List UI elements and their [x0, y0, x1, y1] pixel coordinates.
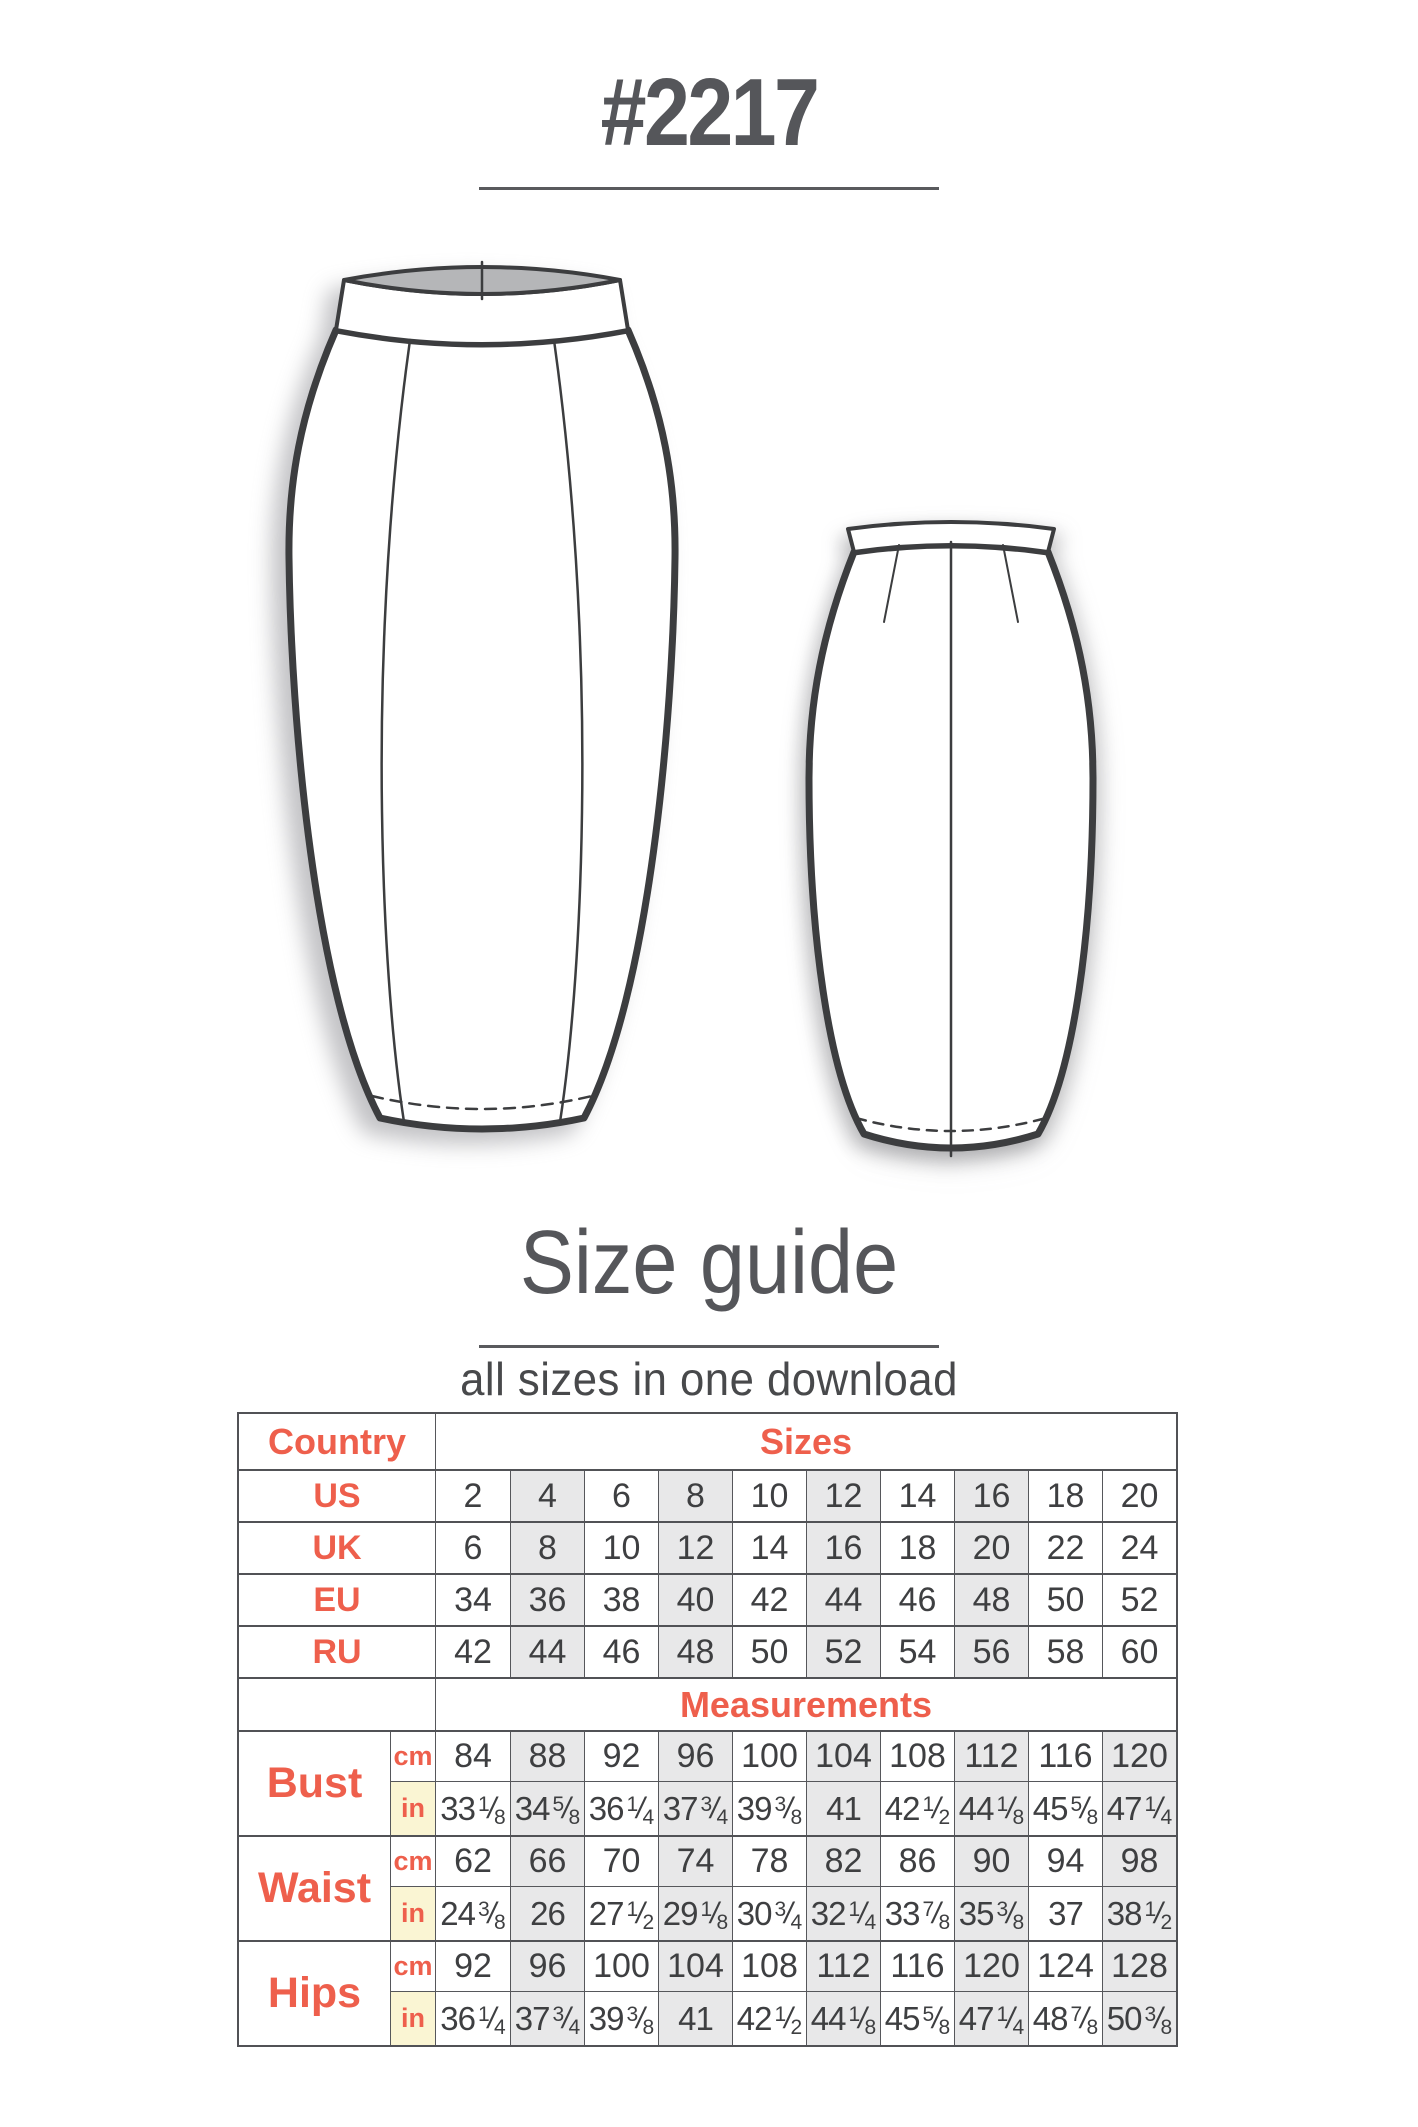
- size-value-cell: 50: [732, 1627, 806, 1677]
- measurement-in-cell: 44 $^1$ / $_8$: [954, 1782, 1028, 1835]
- measurement-cm-cell: 116: [1028, 1732, 1102, 1781]
- country-label: US: [239, 1471, 436, 1521]
- size-row-uk: [239, 1521, 1176, 1573]
- unit-cm-label: cm: [391, 1732, 436, 1781]
- waist-cm-row: [391, 1837, 1176, 1886]
- size-value-cell: 18: [1028, 1471, 1102, 1521]
- skirt-front-technical-drawing: [282, 252, 682, 1136]
- size-value-cell: 12: [806, 1471, 880, 1521]
- size-value-cell: 60: [1102, 1627, 1176, 1677]
- size-value-cell: 10: [732, 1471, 806, 1521]
- measurement-in-cell: 30 $^3$ / $_4$: [732, 1887, 806, 1940]
- hips-in-row: [391, 1991, 1176, 2045]
- size-value-cell: 14: [732, 1523, 806, 1573]
- measurement-cm-cell: 100: [584, 1942, 658, 1991]
- measurements-header-row: [239, 1677, 1176, 1730]
- size-row-eu: [239, 1573, 1176, 1625]
- measurement-cm-cell: 112: [954, 1732, 1028, 1781]
- size-value-cell: 20: [954, 1523, 1028, 1573]
- unit-in-label: in: [391, 1887, 436, 1940]
- size-value-cell: 8: [658, 1471, 732, 1521]
- size-guide-underline: [479, 1345, 939, 1348]
- measurement-cm-cell: 120: [1102, 1732, 1176, 1781]
- unit-in-label: in: [391, 1782, 436, 1835]
- measurement-cm-cell: 96: [510, 1942, 584, 1991]
- measurement-cm-cell: 100: [732, 1732, 806, 1781]
- size-value-cell: 52: [1102, 1575, 1176, 1625]
- unit-cm-label: cm: [391, 1942, 436, 1991]
- measurement-in-cell: 42 $^1$ / $_2$: [880, 1782, 954, 1835]
- measurement-in-cell: 41: [806, 1782, 880, 1835]
- skirt-back-technical-drawing: [798, 512, 1104, 1174]
- size-guide-title: Size guide: [519, 1213, 899, 1313]
- measurement-in-cell: 38 $^1$ / $_2$: [1102, 1887, 1176, 1940]
- measurement-in-cell: 33 $^7$ / $_8$: [880, 1887, 954, 1940]
- size-value-cell: 46: [584, 1627, 658, 1677]
- country-label: UK: [239, 1523, 436, 1573]
- size-value-cell: 46: [880, 1575, 954, 1625]
- measurement-cm-cell: 78: [732, 1837, 806, 1886]
- title-underline: [479, 187, 939, 190]
- bust-cm-row: [391, 1732, 1176, 1781]
- measurement-cm-cell: 104: [658, 1942, 732, 1991]
- size-value-cell: 6: [463, 1528, 483, 1567]
- country-label: RU: [239, 1627, 436, 1677]
- measurement-cm-cell: 66: [510, 1837, 584, 1886]
- size-value-cell: 20: [1102, 1471, 1176, 1521]
- size-value-cell: 58: [1028, 1627, 1102, 1677]
- measurement-cm-cell: 128: [1102, 1942, 1176, 1991]
- size-value-cell: 50: [1028, 1575, 1102, 1625]
- measurement-in-cell: 44 $^1$ / $_8$: [806, 1992, 880, 2045]
- size-value-cell: 8: [510, 1523, 584, 1573]
- measurements-header-spacer: [239, 1679, 436, 1730]
- measurement-cm-cell: 104: [806, 1732, 880, 1781]
- measure-group-bust: [239, 1730, 1176, 1835]
- measurement-cm-cell: 62: [454, 1842, 492, 1880]
- measurement-in-cell: 47 $^1$ / $_4$: [1102, 1782, 1176, 1835]
- unit-in-label: in: [391, 1992, 436, 2045]
- measurement-in-cell: 45 $^5$ / $_8$: [1028, 1782, 1102, 1835]
- measurement-cm-cell: 120: [954, 1942, 1028, 1991]
- size-row-ru: [239, 1625, 1176, 1677]
- measurement-in-cell: 39 $^3$ / $_8$: [584, 1992, 658, 2045]
- size-value-cell: 44: [806, 1575, 880, 1625]
- measurement-in-cell: 37 $^3$ / $_4$: [510, 1992, 584, 2045]
- measurement-in-cell: 36 $^1$ / $_4$: [440, 1999, 506, 2039]
- measurement-in-cell: 47 $^1$ / $_4$: [954, 1992, 1028, 2045]
- measurement-cm-cell: 90: [954, 1837, 1028, 1886]
- unit-cm-label: cm: [391, 1837, 436, 1886]
- measurement-in-cell: 29 $^1$ / $_8$: [658, 1887, 732, 1940]
- size-value-cell: 10: [584, 1523, 658, 1573]
- measurement-cm-cell: 108: [732, 1942, 806, 1991]
- measure-group-waist: [239, 1835, 1176, 1940]
- size-value-cell: 48: [658, 1627, 732, 1677]
- measurement-cm-cell: 82: [806, 1837, 880, 1886]
- size-value-cell: 2: [463, 1476, 483, 1515]
- measurement-in-cell: 45 $^5$ / $_8$: [880, 1992, 954, 2045]
- size-value-cell: 24: [1102, 1523, 1176, 1573]
- size-value-cell: 48: [954, 1575, 1028, 1625]
- measurement-in-cell: 35 $^3$ / $_8$: [954, 1887, 1028, 1940]
- size-value-cell: 52: [806, 1627, 880, 1677]
- measurement-in-cell: 24 $^3$ / $_8$: [440, 1894, 506, 1934]
- measurement-in-cell: 39 $^3$ / $_8$: [732, 1782, 806, 1835]
- measurement-cm-cell: 116: [880, 1942, 954, 1991]
- size-value-cell: 40: [658, 1575, 732, 1625]
- size-value-cell: 18: [880, 1523, 954, 1573]
- size-guide-subtitle: all sizes in one download: [460, 1353, 958, 1405]
- measurement-cm-cell: 70: [584, 1837, 658, 1886]
- measurement-in-cell: 33 $^1$ / $_8$: [440, 1789, 506, 1829]
- measurement-in-cell: 50 $^3$ / $_8$: [1102, 1992, 1176, 2045]
- measurement-cm-cell: 94: [1028, 1837, 1102, 1886]
- measurement-cm-cell: 96: [658, 1732, 732, 1781]
- measurement-in-cell: 42 $^1$ / $_2$: [732, 1992, 806, 2045]
- size-value-cell: 12: [658, 1523, 732, 1573]
- size-value-cell: 44: [510, 1627, 584, 1677]
- size-row-us: [239, 1469, 1176, 1521]
- measurement-in-cell: 37 $^3$ / $_4$: [658, 1782, 732, 1835]
- hips-cm-row: [391, 1942, 1176, 1991]
- measurement-in-cell: 41: [658, 1992, 732, 2045]
- country-column-header: Country: [239, 1414, 436, 1469]
- pattern-number: #2217: [600, 59, 818, 166]
- measurement-in-cell: 26: [510, 1887, 584, 1940]
- measure-label: Waist: [239, 1837, 391, 1940]
- waist-in-row: [391, 1886, 1176, 1940]
- size-value-cell: 36: [510, 1575, 584, 1625]
- measurements-section-header: Measurements: [679, 1683, 933, 1725]
- bust-in-row: [391, 1781, 1176, 1835]
- measurement-cm-cell: 108: [880, 1732, 954, 1781]
- measure-label: Bust: [239, 1732, 391, 1835]
- table-header-row: [239, 1414, 1176, 1469]
- measurement-in-cell: 36 $^1$ / $_4$: [584, 1782, 658, 1835]
- measurement-cm-cell: 92: [584, 1732, 658, 1781]
- size-value-cell: 14: [880, 1471, 954, 1521]
- size-value-cell: 16: [954, 1471, 1028, 1521]
- size-value-cell: 16: [806, 1523, 880, 1573]
- measurement-in-cell: 34 $^5$ / $_8$: [510, 1782, 584, 1835]
- measurement-cm-cell: 98: [1102, 1837, 1176, 1886]
- measurement-in-cell: 27 $^1$ / $_2$: [584, 1887, 658, 1940]
- size-value-cell: 34: [454, 1580, 492, 1619]
- sizes-section-header: Sizes: [759, 1420, 853, 1462]
- size-table: [237, 1412, 1178, 2047]
- size-value-cell: 54: [880, 1627, 954, 1677]
- measurement-cm-cell: 88: [510, 1732, 584, 1781]
- size-value-cell: 6: [584, 1471, 658, 1521]
- measurement-cm-cell: 74: [658, 1837, 732, 1886]
- measure-label: Hips: [239, 1942, 391, 2045]
- measurement-in-cell: 48 $^7$ / $_8$: [1028, 1992, 1102, 2045]
- measurement-in-cell: 32 $^1$ / $_4$: [806, 1887, 880, 1940]
- size-value-cell: 22: [1028, 1523, 1102, 1573]
- measurement-cm-cell: 84: [454, 1737, 492, 1775]
- measurement-cm-cell: 86: [880, 1837, 954, 1886]
- measure-group-hips: [239, 1940, 1176, 2045]
- size-value-cell: 4: [510, 1471, 584, 1521]
- measurement-cm-cell: 112: [806, 1942, 880, 1991]
- front-skirt-body: [289, 330, 675, 1129]
- measurement-cm-cell: 92: [454, 1947, 492, 1985]
- size-value-cell: 42: [454, 1632, 492, 1671]
- size-value-cell: 42: [732, 1575, 806, 1625]
- measurement-in-cell: 37: [1028, 1887, 1102, 1940]
- measurement-cm-cell: 124: [1028, 1942, 1102, 1991]
- country-label: EU: [239, 1575, 436, 1625]
- size-value-cell: 56: [954, 1627, 1028, 1677]
- size-value-cell: 38: [584, 1575, 658, 1625]
